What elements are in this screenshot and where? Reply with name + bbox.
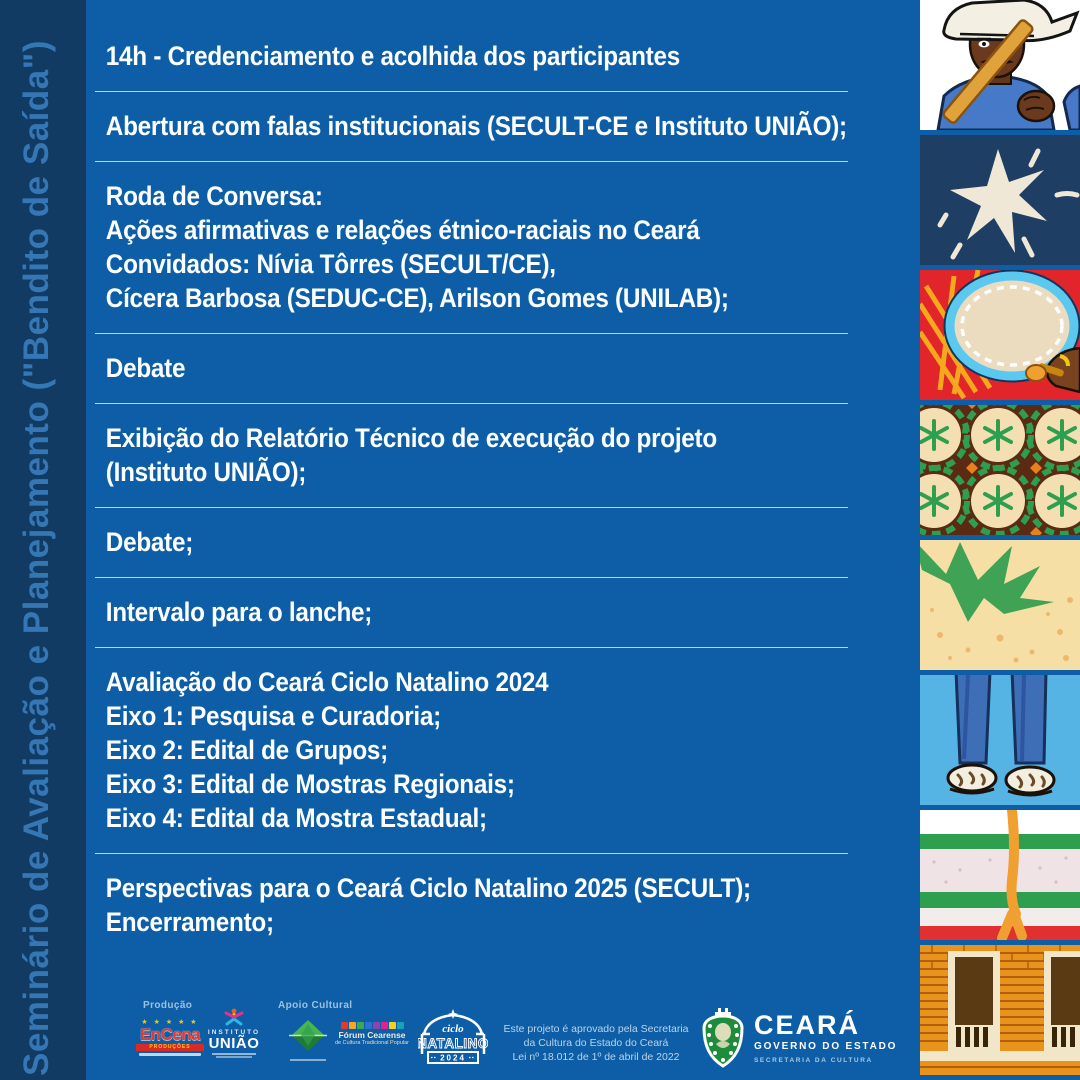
agenda-line: Avaliação do Ceará Ciclo Natalino 2024: [105, 667, 549, 697]
forum-square-icon: [373, 1022, 380, 1029]
agenda-line: Cícera Barbosa (SEDUC-CE), Arilson Gomes (UNILAB);: [105, 283, 729, 313]
ceara-government-logo: [700, 1008, 897, 1068]
encena-logo-name: EnCena: [139, 1025, 201, 1044]
agenda-item: [95, 39, 848, 92]
forum-square-icon: [357, 1022, 364, 1029]
approval-line: Este projeto é aprovado pela Secretaria: [503, 1023, 689, 1035]
agenda-line: Eixo 3: Edital de Mostras Regionais;: [105, 769, 515, 799]
agenda-line: (Instituto UNIÃO);: [105, 457, 307, 487]
svg-text:ciclo: ciclo: [442, 1023, 464, 1035]
agenda-item: [95, 162, 848, 334]
uniao-logo-subline: [212, 1053, 257, 1055]
drum-illustration: [920, 270, 1080, 400]
stripes-flagpole-illustration: [920, 810, 1080, 940]
green-diamond-logo: [289, 1016, 327, 1061]
approval-line: da Cultura do Estado do Ceará: [523, 1037, 669, 1049]
producao-label: Produção: [143, 1000, 193, 1011]
encena-stars-icon: ★ ★ ★ ★ ★: [141, 1019, 199, 1026]
approval-text: [500, 1022, 692, 1064]
forum-squares: [333, 1022, 411, 1029]
forum-square-icon: [349, 1022, 356, 1029]
agenda-line: 14h - Credenciamento e acolhida dos participantes: [105, 41, 680, 71]
agenda-line: Encerramento;: [105, 907, 274, 937]
house-facade-illustration: [920, 945, 1080, 1075]
svg-text:2024: 2024: [440, 1053, 466, 1063]
agenda-line: Eixo 1: Pesquisa e Curadoria;: [105, 701, 441, 731]
agenda-line: Debate: [105, 353, 186, 383]
instituto-uniao-logo: [206, 1008, 262, 1058]
agenda-item: [95, 578, 848, 648]
lace-pattern-illustration: [920, 405, 1080, 535]
forum-square-icon: [365, 1022, 372, 1029]
star-illustration: [920, 135, 1080, 265]
agenda-item: [95, 404, 848, 508]
forum-square-icon: [397, 1022, 404, 1029]
agenda-line: Abertura com falas institucionais (SECULT-CE e Instituto UNIÃO);: [105, 111, 847, 141]
forum-square-icon: [341, 1022, 348, 1029]
agenda-line: Convidados: Nívia Tôrres (SECULT/CE),: [105, 249, 556, 279]
uniao-logo-subline2: [216, 1056, 252, 1058]
forum-cearense-logo: [333, 1022, 411, 1046]
agenda-line: Ações afirmativas e relações étnico-raciais no Ceará: [105, 215, 700, 245]
agenda-item: [95, 508, 848, 578]
agenda-line: Perspectivas para o Ceará Ciclo Natalino 2025 (SECULT);: [105, 873, 751, 903]
ciclo-natalino-logo: [418, 1008, 488, 1075]
leaf-sand-illustration: [920, 540, 1080, 670]
green-logo-subline: [290, 1059, 326, 1061]
event-title-vertical: Seminário de Avaliação e Planejamento ("Bendito de Saída"): [17, 40, 56, 1076]
agenda-item: [95, 334, 848, 404]
green-diamond-icon: [289, 1016, 327, 1056]
agenda-line: Exibição do Relatório Técnico de execução do projeto: [105, 423, 717, 453]
agenda-line: Eixo 4: Edital da Mostra Estadual;: [105, 803, 487, 833]
art-column: [920, 0, 1080, 1080]
agenda-line: Intervalo para o lanche;: [105, 597, 373, 627]
uniao-mark-icon: [223, 1008, 245, 1028]
agenda-line: Roda de Conversa:: [105, 181, 323, 211]
forum-square-icon: [381, 1022, 388, 1029]
apoio-cultural-label: Apoio Cultural: [278, 1000, 353, 1011]
encena-logo-bar: PRODUÇÕES: [136, 1044, 204, 1051]
uniao-logo-name: UNIÃO: [208, 1035, 260, 1052]
forum-logo-subtitle: de Cultura Tradicional Popular: [335, 1040, 409, 1046]
legs-sandals-illustration: [920, 675, 1080, 805]
uniao-logo-top: INSTITUTO: [207, 1029, 261, 1036]
agenda-item: [95, 854, 848, 957]
approval-line: Lei nº 18.012 de 1º de abril de 2022: [512, 1051, 680, 1063]
agenda-item: [95, 648, 848, 854]
agenda-item: [95, 92, 848, 162]
forum-logo-name: Fórum Cearense: [338, 1030, 406, 1040]
encena-logo: [136, 1019, 204, 1056]
agenda-line: Eixo 2: Edital de Grupos;: [105, 735, 389, 765]
svg-text:NATALINO: NATALINO: [418, 1036, 488, 1051]
forum-square-icon: [389, 1022, 396, 1029]
sidebar: [0, 0, 86, 1080]
agenda-list: [95, 0, 848, 957]
flute-player-illustration: [920, 0, 1080, 130]
ciclo-natalino-badge-icon: [418, 1008, 488, 1070]
agenda-line: Debate;: [105, 527, 194, 557]
ceara-logo-gov: GOVERNO DO ESTADO: [754, 1040, 898, 1052]
encena-logo-subline: [139, 1053, 200, 1056]
ceara-shield-icon: [700, 1008, 746, 1068]
ceara-logo-name: CEARÁ: [754, 1009, 861, 1040]
ceara-logo-sec: SECRETARIA DA CULTURA: [754, 1056, 873, 1064]
